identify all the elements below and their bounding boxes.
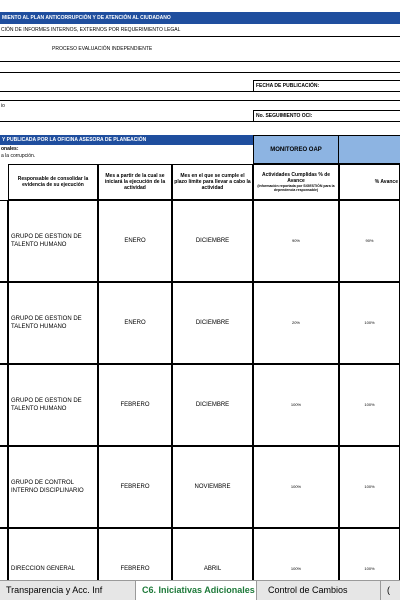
cell-value: 100% — [364, 484, 375, 489]
table-cell-end[interactable] — [172, 282, 253, 364]
row-stub-cell[interactable] — [0, 446, 8, 528]
cell-value: 100% — [290, 484, 302, 489]
sheet-subtitle: CIÓN DE INFORMES INTERNOS, EXTERNOS POR REQUERIMIENTO LEGAL — [1, 27, 181, 33]
table-cell-responsible[interactable] — [8, 528, 98, 580]
divider — [0, 72, 400, 73]
divider — [0, 100, 400, 101]
table-cell-end[interactable] — [172, 200, 253, 282]
section-note-1: onales: — [1, 146, 19, 152]
column-header-progress: % Avance — [339, 164, 400, 200]
row-stub-cell[interactable] — [0, 200, 8, 282]
table-cell-completed[interactable] — [253, 446, 339, 528]
followup-number-label: No. SEGUIMIENTO OCI: — [256, 113, 313, 119]
row-stub-cell[interactable] — [0, 282, 8, 364]
tab-iniciativas-adicionales[interactable]: C6. Iniciativas Adicionales — [135, 581, 257, 600]
table-cell-responsible[interactable] — [8, 446, 98, 528]
sheet-tab-bar — [0, 580, 400, 600]
publication-date-cell[interactable] — [253, 80, 400, 91]
cell-value: FEBRERO — [120, 484, 150, 490]
cell-value: 90% — [291, 238, 300, 243]
cell-value: DIRECCION GENERAL — [11, 566, 76, 572]
monitoring-header-extension — [339, 135, 400, 164]
section-title-bar — [0, 135, 253, 145]
column-header-end-month: Mes en el que se cumple el plazo límite para llevar a cabo la actividad — [172, 164, 253, 200]
row-stub-cell[interactable] — [0, 528, 8, 580]
section-note-2: a la corrupción. — [1, 153, 36, 159]
table-cell-completed[interactable] — [253, 282, 339, 364]
table-cell-completed[interactable] — [253, 200, 339, 282]
table-cell-completed[interactable] — [253, 528, 339, 580]
table-cell-progress[interactable] — [339, 200, 400, 282]
cell-value: GRUPO DE GESTION DE TALENTO HUMANO — [11, 316, 82, 330]
table-cell-completed[interactable] — [253, 364, 339, 446]
table-cell-end[interactable] — [172, 446, 253, 528]
table-cell-start[interactable] — [98, 528, 172, 580]
table-cell-start[interactable] — [98, 200, 172, 282]
table-cell-responsible[interactable] — [8, 282, 98, 364]
cell-value: 90% — [365, 238, 374, 243]
table-cell-progress[interactable] — [339, 364, 400, 446]
monitoring-header: MONITOREO OAP — [253, 135, 339, 164]
table-cell-responsible[interactable] — [8, 200, 98, 282]
table-cell-progress[interactable] — [339, 528, 400, 580]
table-cell-end[interactable] — [172, 528, 253, 580]
tab-transparencia[interactable]: Transparencia y Acc. Inf — [0, 581, 132, 600]
followup-number-cell[interactable] — [253, 110, 400, 121]
cell-value: GRUPO DE CONTROL INTERNO DISCIPLINARIO — [11, 480, 84, 494]
left-fragment: io — [1, 103, 5, 109]
publication-date-label: FECHA DE PUBLICACIÓN: — [256, 83, 320, 89]
completed-note: (Información reportada por SIGESTIÓN para la dependencia responsable) — [257, 184, 335, 192]
column-header-start-month: Mes a partir de la cual se iniciará la ejecución de la actividad — [98, 164, 172, 200]
column-header-responsible: Responsable de consolidar la evidencia de su ejecución — [8, 164, 98, 200]
cell-value: 100% — [290, 402, 302, 407]
cell-value: ENERO — [124, 238, 146, 244]
cell-value: 100% — [290, 566, 302, 571]
table-cell-responsible[interactable] — [8, 364, 98, 446]
cell-value: DICIEMBRE — [195, 238, 230, 244]
cell-value: GRUPO DE GESTION DE TALENTO HUMANO — [11, 398, 82, 412]
cell-value: NOVIEMBRE — [194, 484, 231, 490]
table-cell-progress[interactable] — [339, 282, 400, 364]
cell-value: ABRIL — [203, 566, 222, 572]
divider — [0, 36, 400, 37]
divider — [0, 121, 400, 122]
column-header-completed: Actividades Cumplidas % de Avance (Información reportada por SIGESTIÓN para la dependencia responsable) — [253, 164, 339, 200]
section-title: Y PUBLICADA POR LA OFICINA ASESORA DE PLANEACIÓN — [2, 137, 147, 143]
cell-value: FEBRERO — [120, 566, 150, 572]
cell-value: DICIEMBRE — [195, 320, 230, 326]
sheet-title-bar — [0, 12, 400, 24]
row-stub-cell[interactable] — [0, 364, 8, 446]
tab-more[interactable]: ( — [380, 581, 400, 600]
cell-value: 20% — [291, 320, 300, 325]
table-cell-end[interactable] — [172, 364, 253, 446]
cell-value: DICIEMBRE — [195, 402, 230, 408]
cell-value: 100% — [364, 566, 375, 571]
tab-control-de-cambios[interactable]: Control de Cambios — [268, 585, 348, 595]
table-cell-start[interactable] — [98, 446, 172, 528]
table-cell-start[interactable] — [98, 364, 172, 446]
cell-value: FEBRERO — [120, 402, 150, 408]
cell-value: GRUPO DE GESTION DE TALENTO HUMANO — [11, 234, 82, 248]
cell-value: 100% — [364, 320, 375, 325]
divider — [0, 91, 400, 92]
process-name: PROCESO EVALUACIÓN INDEPENDIENTE — [52, 46, 153, 52]
divider — [0, 61, 400, 62]
sheet-title: MIENTO AL PLAN ANTICORRUPCIÓN Y DE ATENCIÓN AL CIUDADANO — [2, 15, 171, 21]
cell-value: 100% — [364, 402, 375, 407]
cell-value: ENERO — [124, 320, 146, 326]
table-cell-progress[interactable] — [339, 446, 400, 528]
table-cell-start[interactable] — [98, 282, 172, 364]
